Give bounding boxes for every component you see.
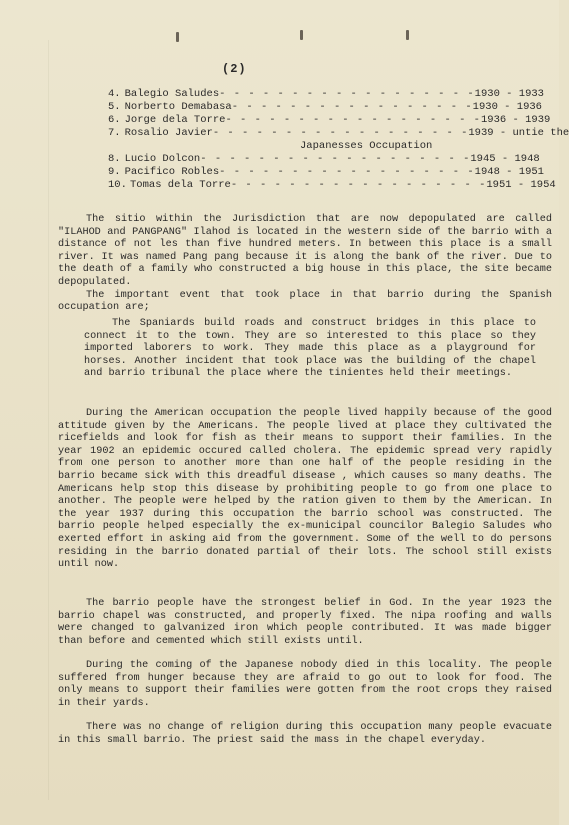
list-item-name: Norberto Demabasa: [124, 101, 232, 113]
list-item-leader: - - - - - - - - - - - - - - - - - - -: [200, 153, 471, 165]
paragraph-religion: There was no change of religion during this occupation many people evacuate in this small barrio. The priest said the mass in the chapel everyday.: [58, 722, 552, 746]
list-item: [108, 88, 544, 101]
paragraph-group: [58, 408, 552, 572]
list-item-years: 1948 - 1951: [474, 166, 544, 178]
paragraph-japanese-occupation: During the coming of the Japanese nobody died in this locality. The people suffered from hunger because they are afraid to go out to look for food. The only means to support their families were gotten from the root crops they raised in their yards.: [58, 660, 552, 709]
list-item-years: 1951 - 1954: [486, 179, 556, 191]
paragraph-barrio-chapel: The barrio people have the strongest belief in God. In the year 1923 the barrio chapel was constructed, and properly fixed. The nipa roofing and walls were changed to galvanized iron which people contributed. It was made bigger than before and cemented which still exists until.: [58, 598, 552, 647]
list-item-years: 1939 - untie the: [468, 127, 569, 139]
list-item: [108, 101, 542, 114]
list-item: [108, 179, 556, 192]
list-item-number: 4.: [108, 88, 121, 100]
page-fold-shadow: [48, 40, 49, 800]
list-item-years: 1936 - 1939: [480, 114, 551, 126]
list-item-leader: - - - - - - - - - - - - - - - - -: [231, 101, 473, 113]
punch-hole-mark: [406, 30, 409, 40]
paragraph-spanish-intro: The important event that took place in that barrio during the Spanish occupation are;: [58, 289, 552, 314]
punch-hole-mark: [300, 30, 303, 40]
list-item-leader: - - - - - - - - - - - - - - - - - -: [230, 179, 487, 191]
list-item-number: 6.: [108, 114, 121, 126]
list-item: [108, 166, 544, 179]
list-item: [108, 127, 569, 140]
list-item-name: Jorge dela Torre: [124, 114, 226, 126]
punch-hole-mark: [176, 32, 179, 42]
paragraph-group: [58, 598, 552, 648]
list-item-name: Lucio Dolcon: [124, 153, 201, 165]
paragraph-american-occupation: During the American occupation the people lived happily because of the good attitude given by the Americans. The people lived at place they cultivated the ricefields and look for fish as their means to support their families. In the year 1902 an epidemic occured called cholera. The epidemic spread very rapidly from one person to another more than one half of the people residing in the barrio became sick with this dreadful disease , which causes so many deaths. The Americans help stop this disease by prohibiting people to go from one place to another. The people were helped by the ration given to them by the American. In the year 1937 during this occupation the barrio school was constructed. The barrio people helped especially the ex-municipal councilor Balegio Saludes who exerted effort in asking aid from the government. Some of the well to do persons residing in the barrio donated partial of their lots. The school still exists until now.: [58, 408, 552, 571]
list-item-name: Rosalio Javier: [124, 127, 213, 139]
paragraph-group: [84, 318, 536, 381]
list-item-continuation: Japanesses Occupation: [300, 140, 433, 152]
page-number: (2): [222, 62, 247, 76]
paragraph-group: [58, 660, 552, 710]
list-item: [108, 114, 551, 127]
paragraph-spanish-events: The Spaniards build roads and construct bridges in this place to connect it to the town. They are so interested to this place so they imported laborers to work. They made this place as a playground for horses. Another incident that took place was the building of the chapel and barrio tribunal the place where the tinientes held their meetings.: [84, 318, 536, 380]
paragraph-depopulated-sitios: The sitio within the Jurisdiction that are now depopulated are called "ILAHOD and PANGPANG" Ilahod is located in the western side of the barrio with a distance of not les than five hundred meters. In between this place is a small river. It was named Pang pang because it is along the bank of the river. Due to the death of a family who constructed a big house in this place, the site became depopulated.: [58, 214, 552, 288]
paragraph-group: [58, 214, 552, 315]
list-item-number: 10.: [108, 179, 127, 191]
list-item-name: Pacifico Robles: [124, 166, 220, 178]
list-item-name: Balegio Saludes: [124, 88, 220, 100]
list-item: [108, 153, 540, 166]
list-item-leader: - - - - - - - - - - - - - - - - - -: [225, 114, 481, 126]
list-item-number: 9.: [108, 166, 121, 178]
tenientes-list: [108, 88, 569, 192]
list-item-number: 5.: [108, 101, 121, 113]
list-item-leader: - - - - - - - - - - - - - - - - - -: [212, 127, 469, 139]
list-item-leader: - - - - - - - - - - - - - - - - - -: [219, 166, 475, 178]
list-item-years: 1945 - 1948: [470, 153, 540, 165]
list-item-number: 8.: [108, 153, 121, 165]
paragraph-group: [58, 722, 552, 747]
list-item-years: 1930 - 1933: [474, 88, 544, 100]
list-item-name: Tomas dela Torre: [130, 179, 231, 191]
list-item-number: 7.: [108, 127, 121, 139]
list-item-years: 1930 - 1936: [472, 101, 542, 113]
list-item-leader: - - - - - - - - - - - - - - - - - -: [219, 88, 475, 100]
